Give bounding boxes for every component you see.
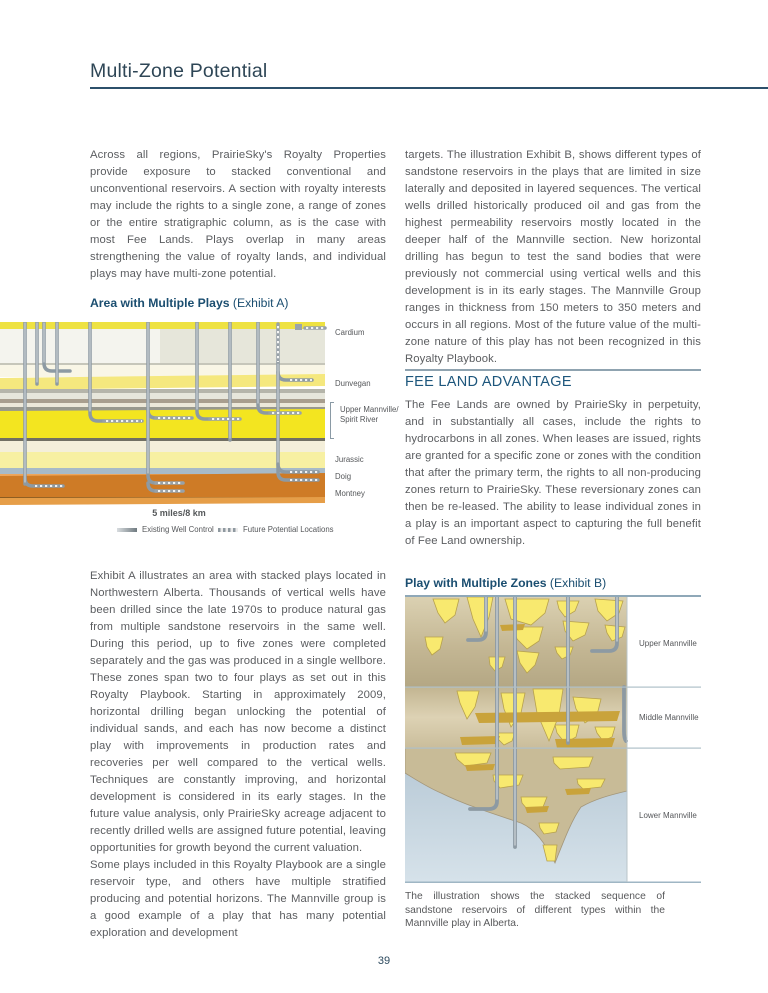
existing-well-icon bbox=[117, 528, 137, 532]
layer-label-dunvegan: Dunvegan bbox=[335, 379, 371, 388]
future-wellhead-marker bbox=[295, 324, 302, 330]
fee-land-advantage-heading: FEE LAND ADVANTAGE bbox=[405, 374, 572, 390]
layer-label-doig: Doig bbox=[335, 472, 352, 481]
exhibit-a-figure bbox=[0, 322, 399, 542]
right-paragraph-1: targets. The illustration Exhibit B, shows different types of sandstone reservoirs in the plays that are limited in size laterally and deposited in layered sequences. The vertical wells drilled historically produced oil and gas from the highest permeability reservoirs mostly located in the deeper half of the Mannville section. New horizontal drilling has begun to test the sand bodies that were previously not commercial using vertical wells and this development is in its early stages. The Mannville Group ranges in thickness from 150 meters to 350 meters and occurs in all regions. Most of the future value of the multi-zone nature of this play has not been recognized in this Royalty Playbook. bbox=[405, 149, 701, 365]
upper-mannville-bracket bbox=[330, 402, 334, 439]
layer-label-jurassic: Jurassic bbox=[335, 455, 364, 464]
exhibit-b-heading bbox=[405, 576, 606, 590]
zone-label-upper-mannville: Upper Mannville bbox=[639, 639, 697, 648]
title-rule bbox=[90, 87, 768, 89]
layer-label-cardium: Cardium bbox=[335, 328, 365, 337]
page-title: Multi-Zone Potential bbox=[90, 60, 268, 82]
exhibit-b-heading-suffix: (Exhibit B) bbox=[546, 576, 607, 590]
legend-future-potential bbox=[218, 525, 334, 534]
layer-label-upper-mannville: Upper Mannville/ bbox=[340, 405, 399, 414]
legend-existing-label: Existing Well Control bbox=[142, 525, 214, 534]
exhibit-b-caption: The illustration shows the stacked sequence of sandstone reservoirs of different types within the Mannville play in Alberta. bbox=[405, 891, 665, 929]
section-rule bbox=[405, 369, 701, 371]
exhibit-b-figure bbox=[405, 595, 701, 885]
legend-future-label: Future Potential Locations bbox=[243, 525, 334, 534]
left-paragraph-2: Exhibit A illustrates an area with stacked plays located in Northwestern Alberta. Thousands of vertical wells have been drilled since the late 1970s to produce natural gas from multiple sandstone reservoirs in the same well. During this period, up to five zones were completed separately and the gas was produced in a single wellbore. These zones span two to four plays as set out in this Royalty Playbook. Starting in approximately 2009, horizontal drilling began unlocking the potential of individual sands, and each has now become a distinct play with improvements in production rates and recoveries per well compared to the vertical wells. Techniques are constantly improving, and horizontal development is considered in its early stages. In the future value analysis, only PrairieSky acreage adjacent to recently drilled wells are assigned future potential, leaving opportunities for growth beyond the current valuation. bbox=[90, 570, 386, 854]
exhibit-a-heading-suffix: (Exhibit A) bbox=[229, 296, 289, 310]
zone-label-lower-mannville: Lower Mannville bbox=[639, 811, 697, 820]
left-paragraph-3: Some plays included in this Royalty Playbook are a single reservoir type, and others have multiple stratified producing and potential horizons. The Mannville group is a good example of a play that has many potential exploration and development bbox=[90, 859, 386, 939]
page-number: 39 bbox=[377, 955, 391, 967]
legend-existing-well-control bbox=[117, 525, 214, 534]
scale-label: 5 miles/8 km bbox=[152, 508, 206, 518]
layer-label-montney: Montney bbox=[335, 489, 365, 498]
layer-label-spirit-river: Spirit River bbox=[340, 415, 379, 424]
exhibit-a-heading-main: Area with Multiple Plays bbox=[90, 296, 230, 310]
exhibit-a-heading bbox=[90, 296, 288, 310]
fee-land-advantage-body: The Fee Lands are owned by PrairieSky in perpetuity, and in substantially all cases, include the rights to hydrocarbons in all zones. When leases are issued, rights are granted for a specific zone or zones with the condition that after the primary term, the rights to all non-producing zones return to PrairieSky. These reversionary zones can then be re-leased. The ability to lease individual zones in a play is an important aspect to capturing the full benefit of Fee Land ownership. bbox=[405, 399, 701, 547]
left-paragraph-1: Across all regions, PrairieSky's Royalty Properties provide exposure to stacked conventional and unconventional reservoirs. A section with royalty interests may include the rights to a single zone, a range of zones or the entire stratigraphic column, as is the case with most Fee Lands. Plays overlap in many areas strengthening the value of royalty lands, and individual plays may have multi-zone potential. bbox=[90, 149, 386, 280]
exhibit-b-heading-main: Play with Multiple Zones bbox=[405, 576, 547, 590]
future-location-icon bbox=[218, 528, 238, 532]
zone-label-middle-mannville: Middle Mannville bbox=[639, 713, 699, 722]
